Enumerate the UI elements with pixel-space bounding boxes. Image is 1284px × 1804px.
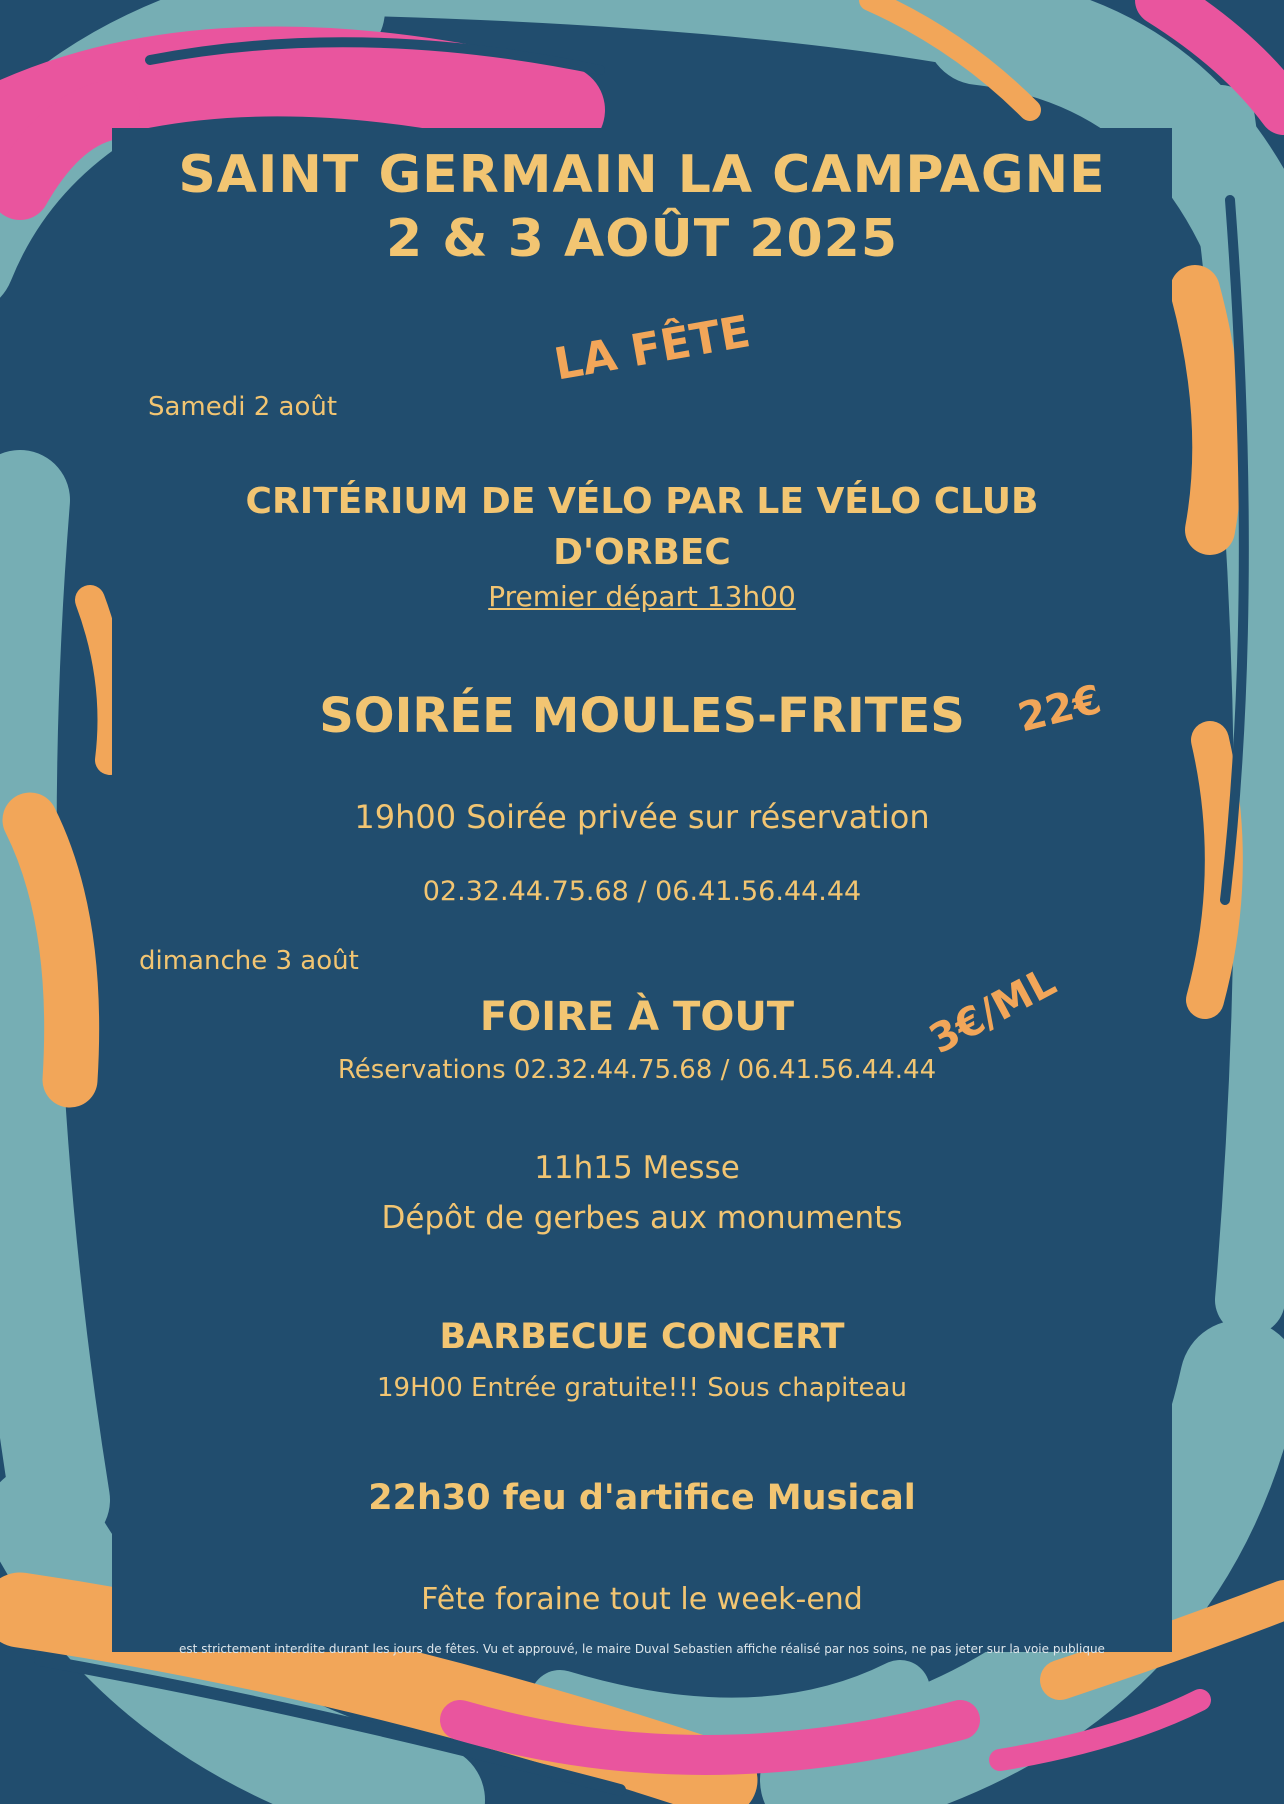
fireworks-line: 22h30 feu d'artifice Musical xyxy=(368,1478,916,1518)
foire-price: 3€/ML xyxy=(922,958,1064,1064)
barbecue-details: 19H00 Entrée gratuite!!! Sous chapiteau xyxy=(377,1373,907,1403)
velo-title-line2: D'ORBEC xyxy=(553,532,731,573)
foire-reservations: Réservations 02.32.44.75.68 / 06.41.56.44.44 xyxy=(337,1055,937,1085)
fete-foraine-line: Fête foraine tout le week-end xyxy=(421,1582,863,1617)
messe-line1: 11h15 Messe xyxy=(534,1150,740,1186)
foire-title: FOIRE À TOUT xyxy=(479,994,795,1040)
velo-title-line1: CRITÉRIUM DE VÉLO PAR LE VÉLO CLUB xyxy=(245,481,1039,522)
moules-frites-phones: 02.32.44.75.68 / 06.41.56.44.44 xyxy=(422,876,862,907)
messe-line2: Dépôt de gerbes aux monuments xyxy=(381,1200,903,1236)
velo-title xyxy=(112,476,1172,578)
event-dates: 2 & 3 AOÛT 2025 xyxy=(386,209,898,269)
saturday-day-label: Samedi 2 août xyxy=(148,392,338,422)
moules-frites-title: SOIRÉE MOULES-FRITES xyxy=(319,688,965,744)
sunday-day-label: dimanche 3 août xyxy=(139,946,359,976)
moules-frites-time: 19h00 Soirée privée sur réservation xyxy=(354,798,930,836)
event-title xyxy=(112,143,1172,271)
velo-start-time: Premier départ 13h00 xyxy=(488,580,796,613)
event-title-line1: SAINT GERMAIN LA CAMPAGNE xyxy=(178,145,1106,205)
footer-disclaimer: est strictement interdite durant les jours de fêtes. Vu et approuvé, le maire Duval Sebastien affiche réalisé par nos soins, ne pas jeter sur la voie publique xyxy=(179,1642,1105,1656)
moules-frites-price: 22€ xyxy=(1013,676,1106,742)
la-fete-badge: LA FÊTE xyxy=(550,306,755,391)
barbecue-title: BARBECUE CONCERT xyxy=(439,1317,845,1357)
